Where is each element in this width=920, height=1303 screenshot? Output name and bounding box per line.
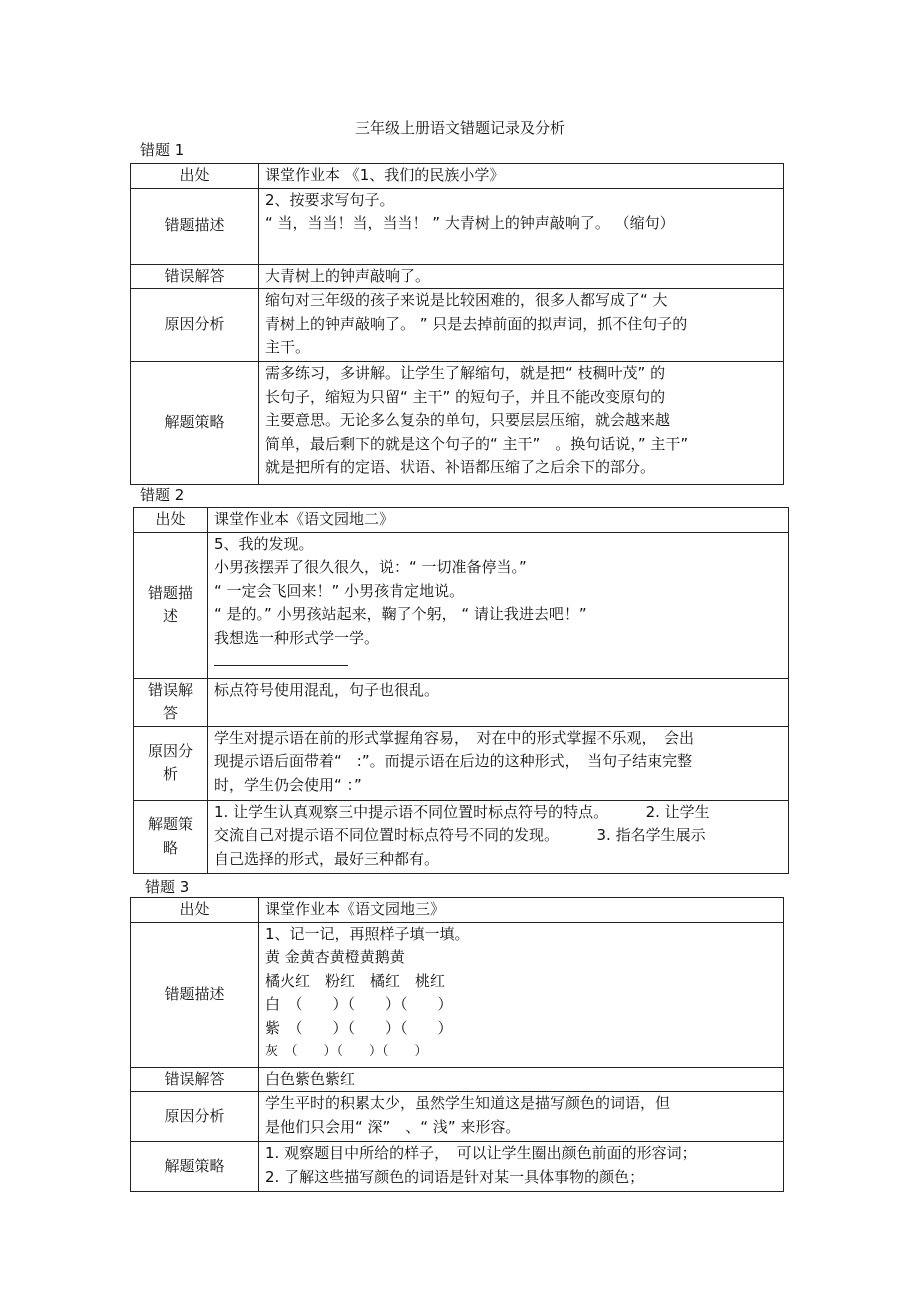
text-line: “ 一定会飞回来！” 小男孩肯定地说。 [214,581,465,600]
text-line: 2、按要求写句子。 [265,190,395,209]
answer-blank-line [214,650,348,666]
label-desc: 错题描述 [131,188,259,264]
strategy-value [259,362,784,485]
error-table-3 [130,897,784,1192]
label-error: 错误解答 [131,264,259,289]
error-value: 大青树上的钟声敲响了。 [259,264,784,289]
text-line: 主干。 [265,338,311,356]
text-line: 橘火红 粉红 橘红 桃红 [265,971,446,990]
error-value: 白色紫色紫红 [259,1067,784,1092]
label-source: 出处 [134,508,208,533]
text-line: 长句子，缩短为只留“ 主干” 的短句子，并且不能改变原句的 [265,387,666,406]
text-line: 5、我的发现。 [214,534,314,553]
strategy-value [259,1142,784,1192]
reason-value [208,726,789,800]
text-line: 学生对提示语在前的形式掌握角容易， 对在中的形式掌握不乐观， 会出 [214,728,695,747]
text-line: 就是把所有的定语、状语、补语都压缩了之后余下的部分。 [265,458,656,476]
text-line: 青树上的钟声敲响了。 ” 只是去掉前面的拟声词，抓不住句子的 [265,314,688,333]
error-table-1 [130,163,784,485]
label-line: 错误解 [147,680,193,699]
label-line: 原因分 [147,741,193,760]
desc-value [259,188,784,264]
label-strategy [134,800,208,873]
text-line: 1. 让学生认真观察三中提示语不同位置时标点符号的特点。 2. 让学生 [214,802,710,821]
text-line: “ 当，当当！当，当当！ ” 大青树上的钟声敲响了。 （缩句） [265,214,675,232]
label-strategy: 解题策略 [131,1142,259,1192]
text-line: 1、记一记，再照样子填一填。 [265,924,470,943]
text-line: 我想选一种形式学一学。 [214,628,380,647]
section-heading-2: 错题 2 [140,486,185,504]
text-line: 小男孩摆弄了很久很久，说：“ 一切准备停当。” [214,558,527,576]
text-line: 时，学生仍会使用“ ：” [214,775,362,794]
label-line: 述 [162,607,178,625]
text-line: 简单，最后剩下的就是这个句子的“ 主干” 。换句话说，” 主干” [265,434,689,453]
label-line: 析 [162,765,178,783]
text-line: 学生平时的积累太少，虽然学生知道这是描写颜色的词语，但 [265,1094,671,1112]
label-source: 出处 [131,898,259,923]
page-title: 三年级上册语文错题记录及分析 [354,119,565,137]
source-value: 课堂作业本 《1、我们的民族小学》 [259,164,784,189]
text-line: 现提示语后面带着“ :”。而提示语在后边的这种形式， 当句子结束完整 [214,752,693,770]
label-error: 错误解答 [131,1067,259,1092]
label-desc: 错题描述 [131,922,259,1067]
text-line: 黄 金黄杏黄橙黄鹅黄 [265,948,405,966]
label-strategy: 解题策略 [131,362,259,485]
label-line: 略 [162,838,178,857]
text-line: 自己选择的形式，最好三种都有。 [214,849,440,868]
text-line: 需多练习，多讲解。让学生了解缩句，就是把“ 枝稠叶茂” 的 [265,364,666,382]
error-table-2 [133,507,789,874]
reason-value [259,1092,784,1142]
text-line: 主要意思。无论多么复杂的单句，只要层层压缩，就会越来越 [265,411,671,429]
strategy-value [208,800,789,873]
section-heading-3: 错题 3 [145,878,190,896]
label-line: 解题策 [147,815,193,833]
text-line: 紫 （ ）（ ）（ ） [265,1018,453,1037]
text-line: 1. 观察题目中所给的样子， 可以让学生圈出颜色前面的形容词； [265,1144,697,1162]
source-value: 课堂作业本《语文园地二》 [208,508,789,533]
label-desc [134,532,208,678]
reason-value [259,289,784,362]
desc-value [259,922,784,1067]
text-line: 2. 了解这些描写颜色的词语是针对某一具体事物的颜色； [265,1167,645,1186]
label-line: 错题描 [147,583,193,602]
source-value: 课堂作业本《语文园地三》 [259,898,784,923]
label-line: 答 [162,704,178,722]
error-value: 标点符号使用混乱，句子也很乱。 [208,678,789,726]
label-source: 出处 [131,164,259,189]
label-reason: 原因分析 [131,1092,259,1142]
label-error [134,678,208,726]
desc-value [208,532,789,678]
label-reason: 原因分析 [131,289,259,362]
text-line: 是他们只会用“ 深” 、“ 浅” 来形容。 [265,1117,521,1136]
text-line: 缩句对三年级的孩子来说是比较困难的，很多人都写成了“ 大 [265,291,668,309]
text-line: 白 （ ）（ ）（ ） [265,995,453,1013]
text-line: 交流自己对提示语不同位置时标点符号不同的发现。 3. 指名学生展示 [214,826,706,844]
text-line: 灰 （ ）（ ）（ ） [265,1044,428,1059]
text-line: “ 是的。” 小男孩站起来，鞠了个躬， “ 请让我进去吧！” [214,605,587,623]
section-heading-1: 错题 1 [140,141,185,159]
label-reason [134,726,208,800]
